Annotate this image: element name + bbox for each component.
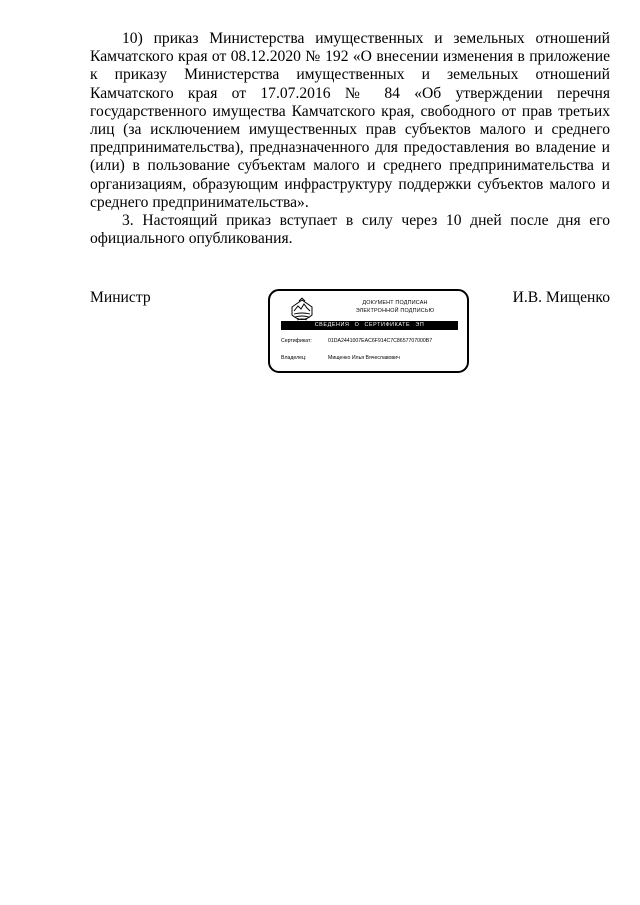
signer-name: И.В. Мищенко	[512, 289, 610, 306]
signer-position: Министр	[90, 289, 151, 306]
paragraph-clause-3: 3. Настоящий приказ вступает в силу через 10 дней после дня его официального опубликования.	[90, 212, 610, 248]
stamp-cert-value: 01DA2441007EAC6F914C7C8657707000B7	[328, 338, 433, 344]
stamp-title-line2: ЭЛЕКТРОННОЙ ПОДПИСЬЮ	[355, 308, 435, 314]
paragraph-item-10: 10) приказ Министерства имущественных и земельных отношений Камчатского края от 08.12.2020 № 192 «О внесении изменения в приложение к приказу Министерства имущественных и земельных отношений Камчатского края от 17.07.2016 № 84 «Об утверждении перечня государственного имущества Камчатского края, свободного от прав третьих лиц (за исключением имущественных прав субъектов малого и среднего предпринимательства), предназначенного для предоставления во владение и (или) в пользование субъектам малого и среднего предпринимательства и организациям, образующим инфраструктуру поддержки субъектов малого и среднего предпринимательства».	[90, 30, 610, 211]
electronic-signature-stamp	[268, 289, 469, 373]
document-body	[90, 30, 610, 248]
stamp-owner-label: Владелец:	[281, 355, 307, 361]
stamp-cert-header: СВЕДЕНИЯ О СЕРТИФИКАТЕ ЭП	[281, 321, 458, 330]
stamp-owner-value: Мищенко Илья Вячеславович	[328, 355, 400, 361]
stamp-cert-label: Сертификат:	[281, 338, 312, 344]
stamp-title-line1: ДОКУМЕНТ ПОДПИСАН	[362, 300, 428, 306]
